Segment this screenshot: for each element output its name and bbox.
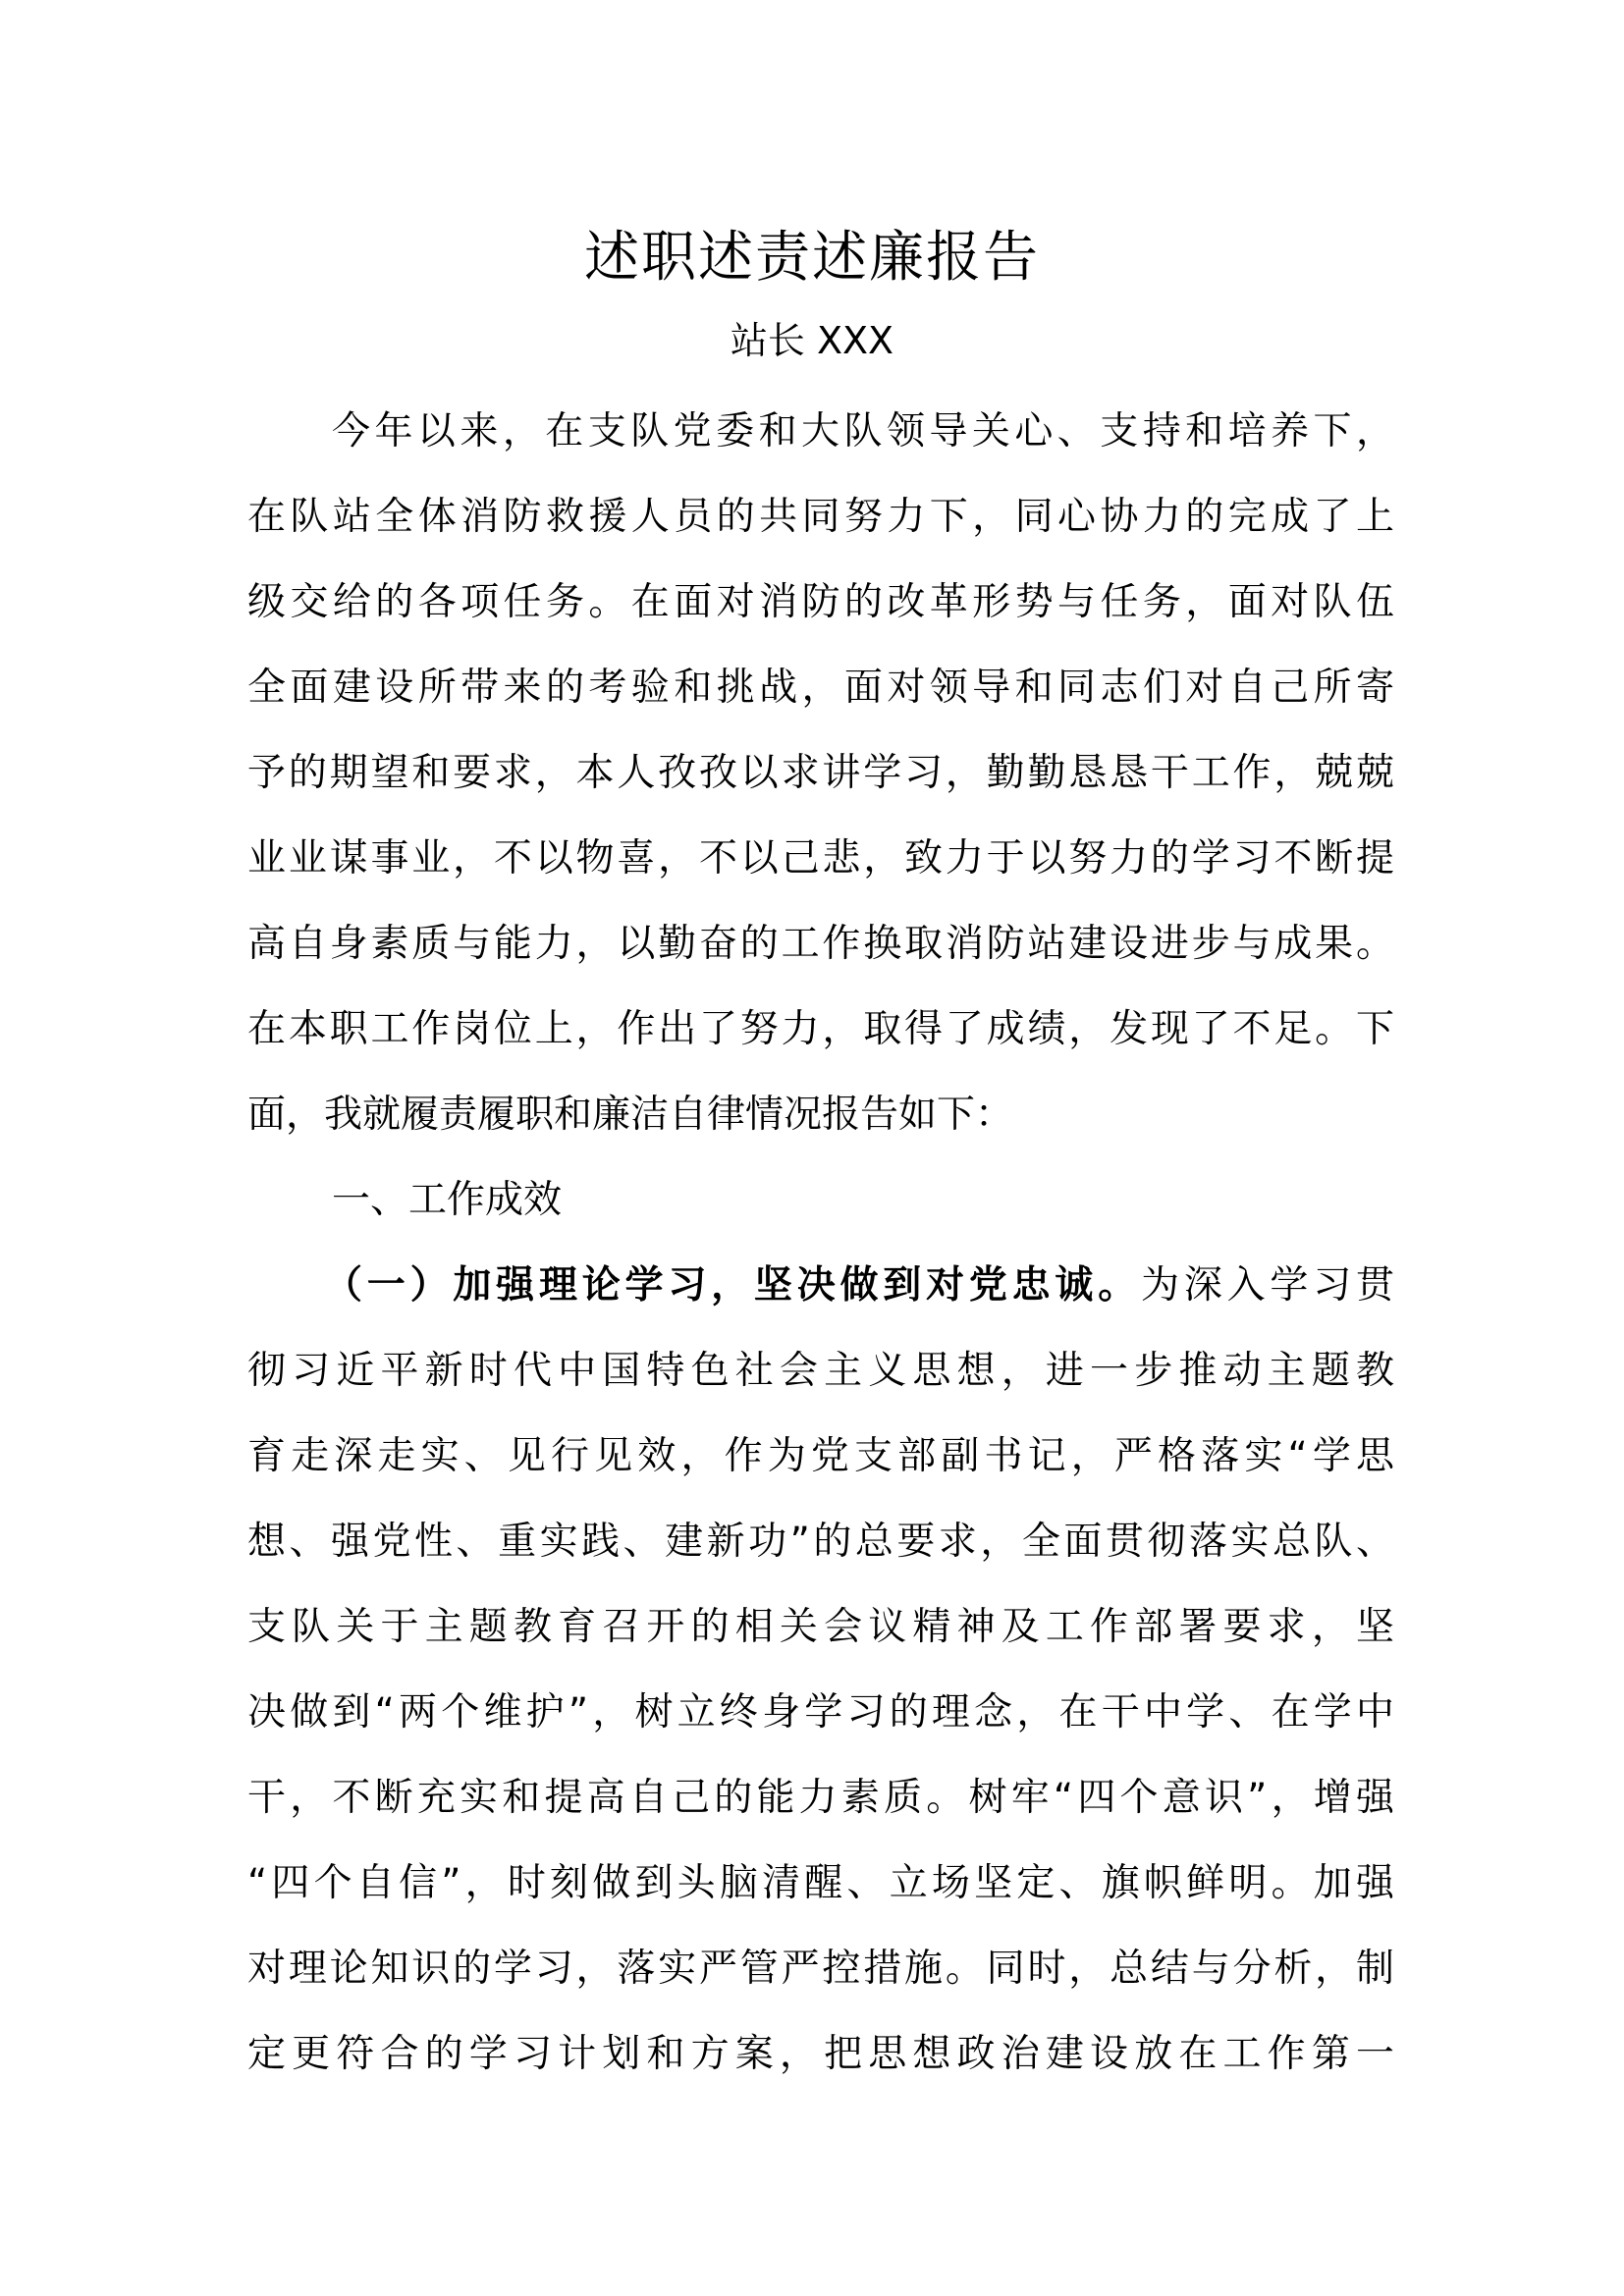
intro-line-8: 在本职工作岗位上，作出了努力，取得了成绩，发现了不足。下 [247,1007,1394,1051]
subsection-1-line-4: 想、强党性、重实践、建新功”的总要求，全面贯彻落实总队、 [247,1520,1394,1564]
subsection-1-line-7: 干，不断充实和提高自己的能力素质。树牢“四个意识”，增强 [247,1776,1394,1820]
subsection-1-first-line-rest: 为深入学习贯 [1141,1263,1394,1308]
intro-line-6: 业业谋事业，不以物喜，不以己悲，致力于以努力的学习不断提 [247,836,1394,881]
intro-line-3: 级交给的各项任务。在面对消防的改革形势与任务，面对队伍 [247,580,1394,624]
subsection-1-line-2: 彻习近平新时代中国特色社会主义思想，进一步推动主题教 [247,1349,1394,1393]
subsection-1-bold-lead: （一）加强理论学习，坚决做到对党忠诚。 [324,1263,1142,1308]
subsection-1-line-6: 决做到“两个维护”，树立终身学习的理念，在干中学、在学中 [247,1690,1394,1735]
subsection-1-line-8: “四个自信”，时刻做到头脑清醒、立场坚定、旗帜鲜明。加强 [247,1861,1394,1905]
author-byline: 站长 XXX [730,319,894,362]
subsection-1-line-10: 定更符合的学习计划和方案，把思想政治建设放在工作第一 [247,2032,1394,2076]
intro-line-7: 高自身素质与能力，以勤奋的工作换取消防站建设进步与成果。 [247,922,1394,966]
intro-line-4: 全面建设所带来的考验和挑战，面对领导和同志们对自己所寄 [247,666,1394,710]
subsection-1-line-5: 支队关于主题教育召开的相关会议精神及工作部署要求，坚 [247,1605,1394,1649]
intro-line-9: 面，我就履责履职和廉洁自律情况报告如下： [247,1093,1014,1137]
intro-line-5: 予的期望和要求，本人孜孜以求讲学习，勤勤恳恳干工作，兢兢 [247,751,1394,795]
document-title: 述职述责述廉报告 [584,226,1040,290]
intro-line-2: 在队站全体消防救援人员的共同努力下，同心协力的完成了上 [247,495,1394,539]
subsection-1-line-3: 育走深走实、见行见效，作为党支部副书记，严格落实“学思 [247,1434,1394,1478]
subsection-1-line-9: 对理论知识的学习，落实严管严控措施。同时，总结与分析，制 [247,1947,1394,1991]
section-heading: 一、工作成效 [332,1178,563,1222]
intro-line-1: 今年以来，在支队党委和大队领导关心、支持和培养下， [332,409,1394,454]
subsection-1-first-line [324,1260,1394,1311]
